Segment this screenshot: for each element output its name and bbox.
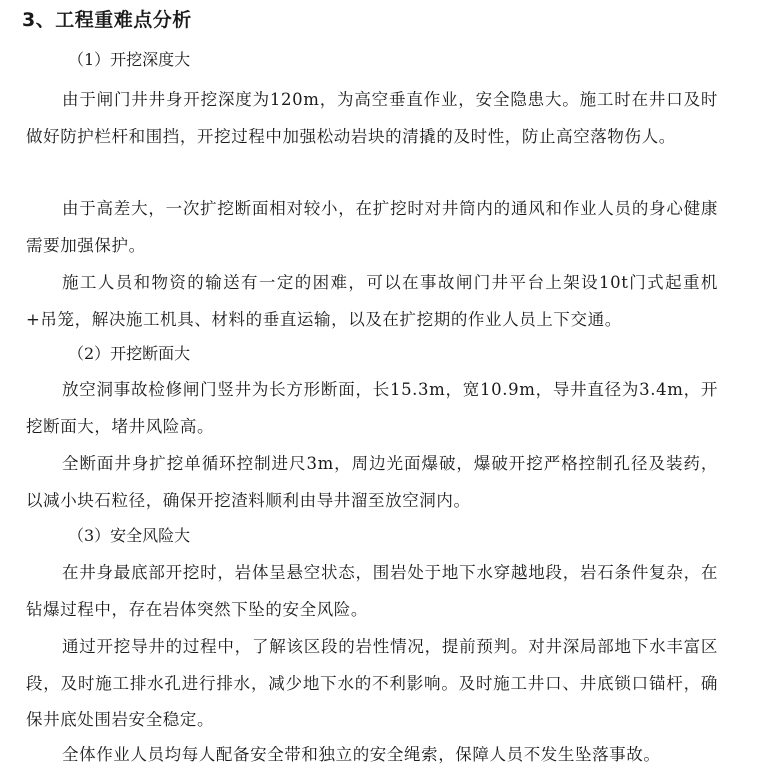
subsection-1-paragraph-1: 由于闸门井井身开挖深度为120m，为高空垂直作业，安全隐患大。施工时在井口及时做好防护栏杆和围挡，开挖过程中加强松动岩块的清撬的及时性，防止高空落物伤人。 [26, 90, 718, 146]
subsection-2-paragraph-2: 全断面井身扩挖单循环控制进尺3m，周边光面爆破，爆破开挖严格控制孔径及装药，以减小块石粒径，确保开挖渣料顺利由导井溜至放空洞内。 [26, 454, 718, 510]
subsection-2-title: （2）开挖断面大 [68, 344, 191, 363]
subsection-1-paragraph-3: 施工人员和物资的输送有一定的困难，可以在事故闸门井平台上架设10t门式起重机+吊笼，解决施工机具、材料的垂直运输，以及在扩挖期的作业人员上下交通。 [26, 273, 718, 329]
subsection-2-paragraph-1: 放空洞事故检修闸门竖井为长方形断面，长15.3m，宽10.9m，导井直径为3.4m，开挖断面大，堵井风险高。 [26, 380, 718, 436]
subsection-1-title: （1）开挖深度大 [68, 50, 191, 69]
subsection-3-paragraph-3: 全体作业人员均每人配备安全带和独立的安全绳索，保障人员不发生坠落事故。 [62, 745, 661, 764]
subsection-3-title: （3）安全风险大 [68, 526, 191, 545]
section-heading: 3、工程重难点分析 [22, 9, 192, 31]
subsection-3-paragraph-2: 通过开挖导井的过程中，了解该区段的岩性情况，提前预判。对井深局部地下水丰富区段，及时施工排水孔进行排水，减少地下水的不利影响。及时施工井口、井底锁口锚杆，确保井底处围岩安全稳定。 [26, 637, 718, 729]
subsection-1-paragraph-2: 由于高差大，一次扩挖断面相对较小，在扩挖时对井筒内的通风和作业人员的身心健康需要加强保护。 [26, 199, 718, 255]
subsection-3-paragraph-1: 在井身最底部开挖时，岩体呈悬空状态，围岩处于地下水穿越地段，岩石条件复杂，在钻爆过程中，存在岩体突然下坠的安全风险。 [26, 563, 718, 619]
